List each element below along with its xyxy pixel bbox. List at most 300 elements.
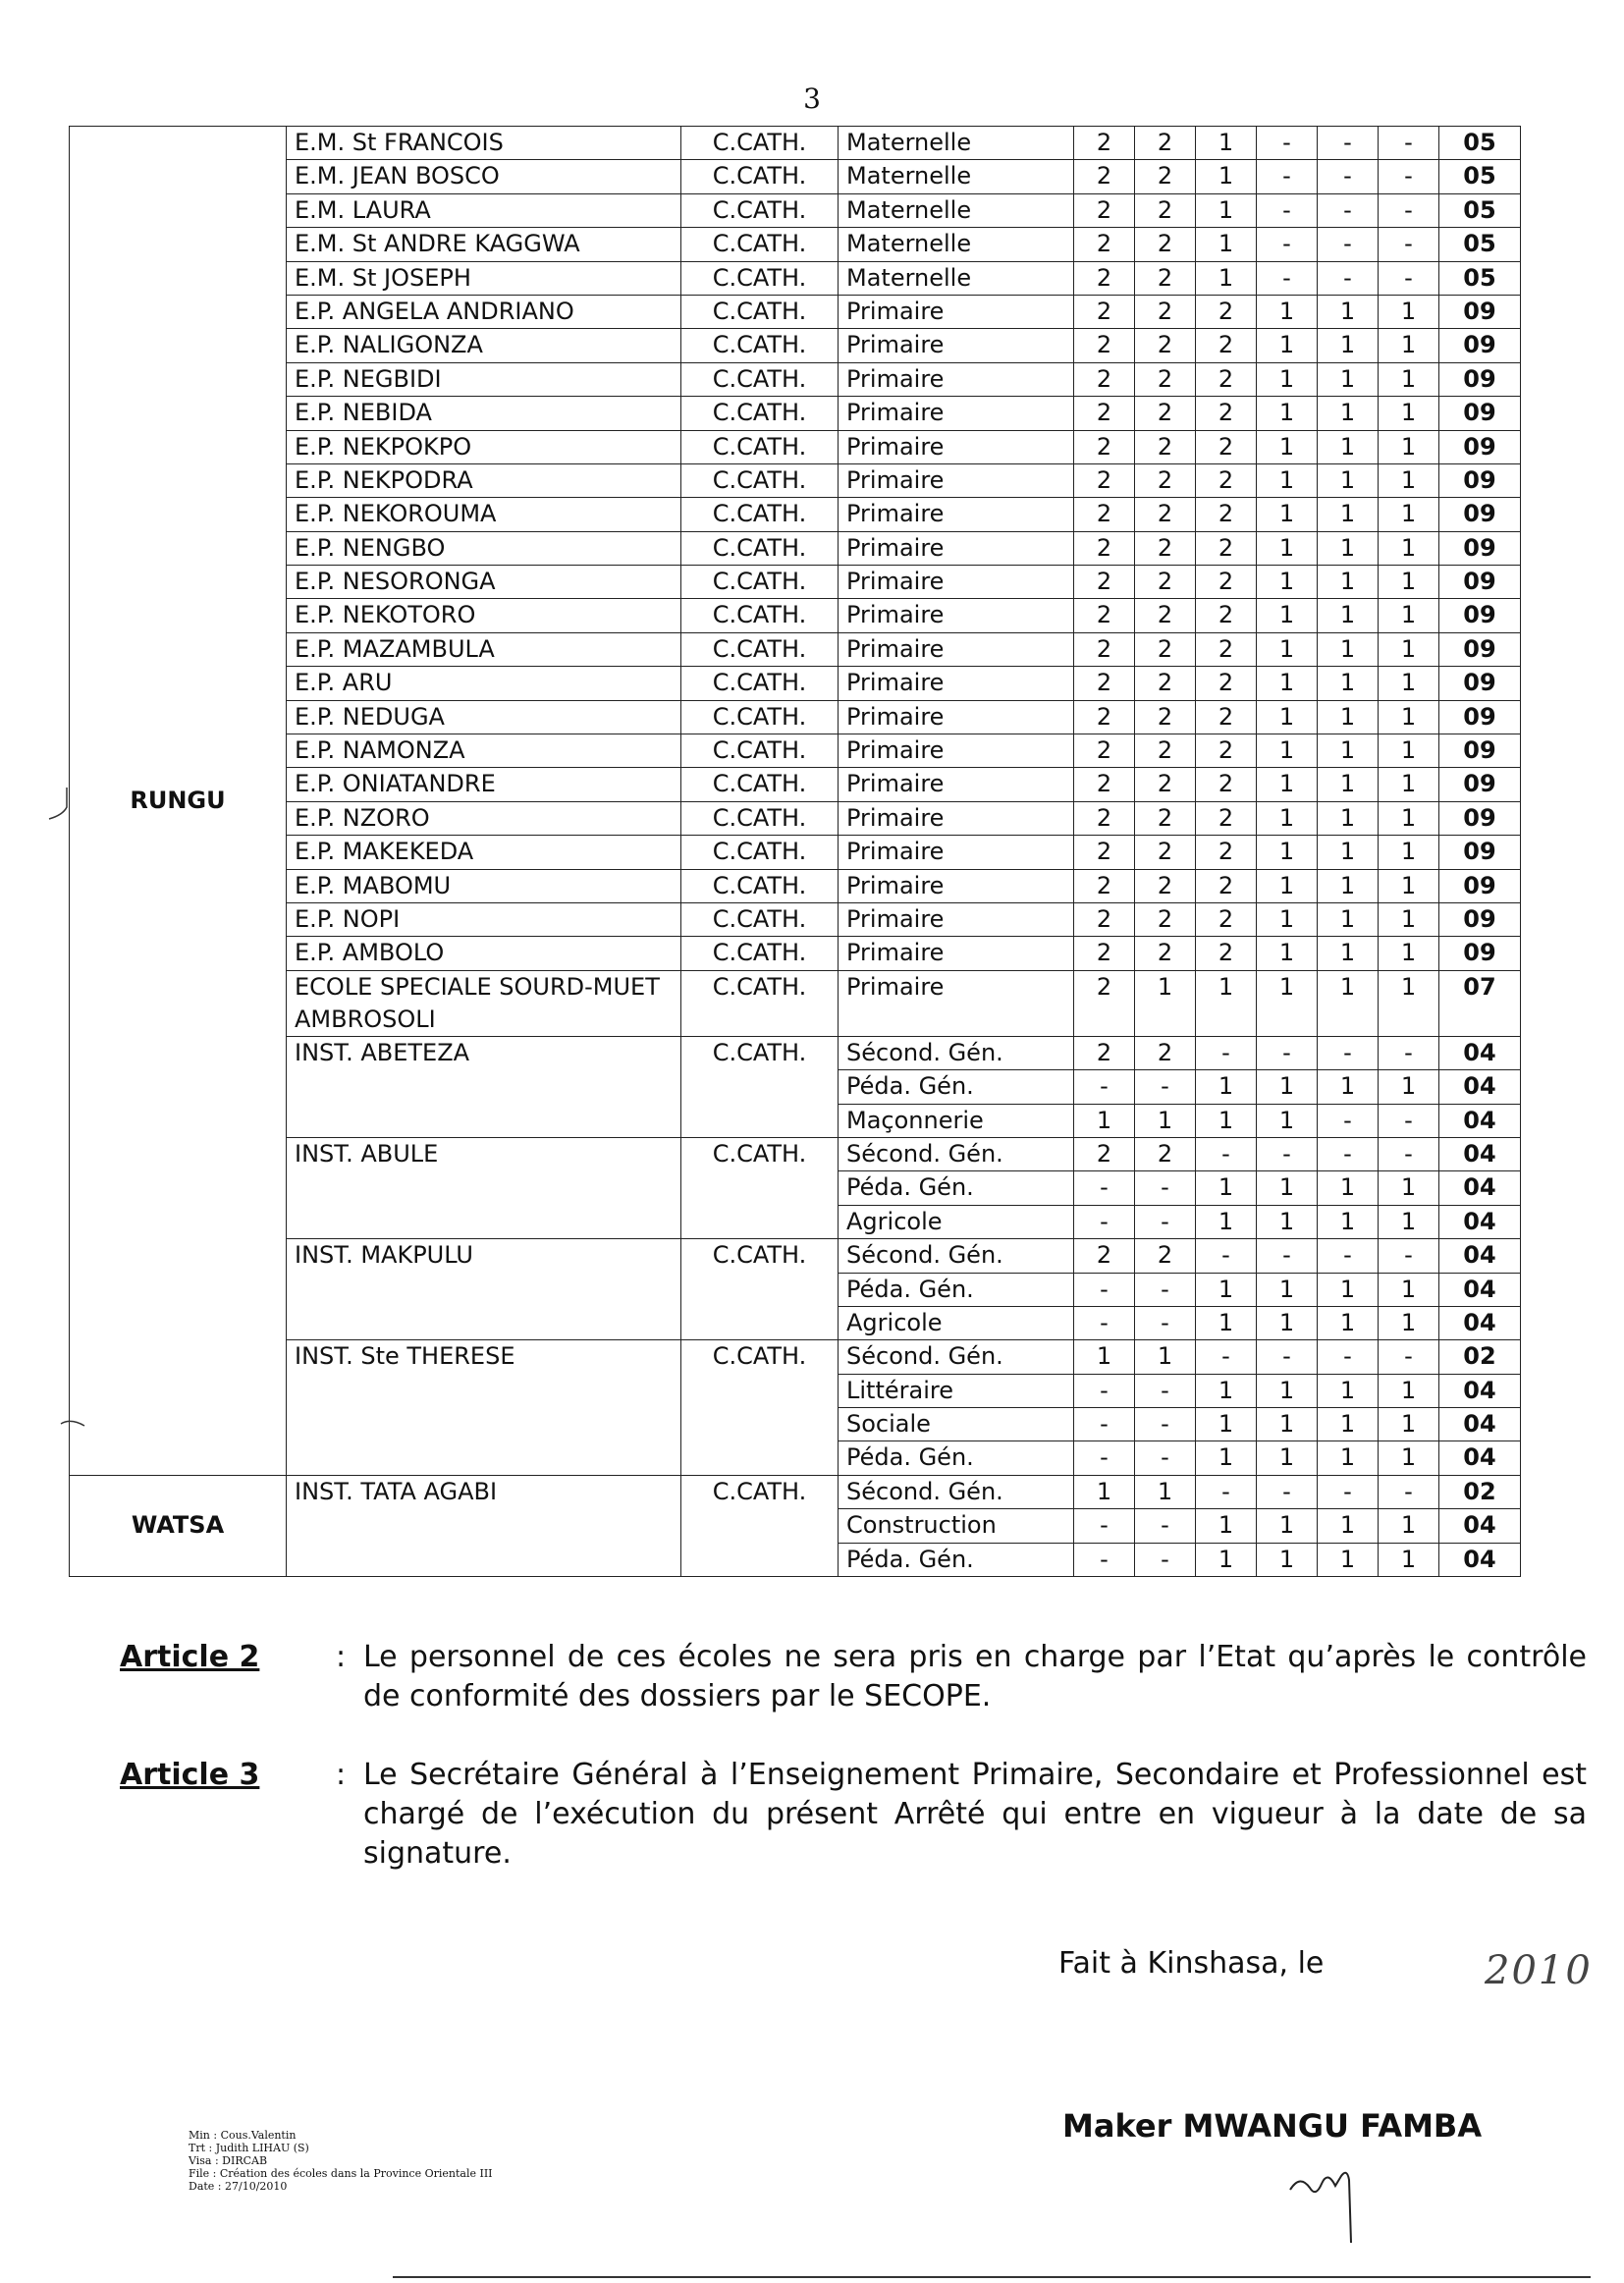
total-cell: 09 [1439,632,1521,666]
class-count-cell: 1 [1257,1171,1318,1205]
bracket-mark-bottom [55,1402,94,1461]
level-cell: Construction [839,1509,1074,1543]
class-count-cell: - [1135,1543,1196,1576]
class-count-cell: - [1074,1306,1135,1339]
level-cell: Primaire [839,768,1074,801]
school-name-cell: E.P. NESORONGA [287,566,681,599]
bracket-mark-top [43,786,82,844]
class-count-cell: 1 [1379,801,1439,835]
class-count-cell: 1 [1257,1306,1318,1339]
class-count-cell: 2 [1196,937,1257,970]
class-count-cell: 2 [1196,836,1257,869]
organization-cell: C.CATH. [681,801,839,835]
class-count-cell: 1 [1379,599,1439,632]
class-count-cell: 2 [1196,566,1257,599]
class-count-cell: - [1257,261,1318,295]
class-count-cell: 2 [1135,127,1196,160]
level-cell: Péda. Gén. [839,1273,1074,1306]
table-row [70,734,1521,768]
article-2-label: Article 2 [120,1640,260,1674]
class-count-cell: 2 [1135,801,1196,835]
article-3 [120,1756,1587,1883]
level-cell: Sécond. Gén. [839,1036,1074,1069]
total-cell: 09 [1439,734,1521,768]
class-count-cell: - [1257,127,1318,160]
class-count-cell: 1 [1257,700,1318,734]
school-name-cell: E.P. ARU [287,667,681,700]
class-count-cell: 1 [1257,869,1318,902]
class-count-cell: 1 [1196,1543,1257,1576]
class-count-cell: 1 [1135,1475,1196,1508]
class-count-cell: 1 [1318,801,1379,835]
level-cell: Primaire [839,632,1074,666]
class-count-cell: 1 [1318,295,1379,328]
class-count-cell: 1 [1257,566,1318,599]
class-count-cell: 1 [1379,836,1439,869]
total-cell: 04 [1439,1543,1521,1576]
table-row [70,1239,1521,1273]
class-count-cell: 2 [1135,869,1196,902]
class-count-cell: 1 [1196,1374,1257,1407]
school-name-cell: ECOLE SPECIALE SOURD-MUET AMBROSOLI [287,970,681,1036]
school-name-cell: E.P. NALIGONZA [287,329,681,362]
organization-cell: C.CATH. [681,566,839,599]
class-count-cell: 2 [1135,667,1196,700]
total-cell: 05 [1439,193,1521,227]
class-count-cell: 1 [1379,1070,1439,1104]
table-row [70,768,1521,801]
class-count-cell: 2 [1074,1137,1135,1170]
class-count-cell: 1 [1379,970,1439,1036]
class-count-cell: 2 [1135,734,1196,768]
level-cell: Sécond. Gén. [839,1137,1074,1170]
class-count-cell: 1 [1196,1408,1257,1441]
school-name-cell: E.M. JEAN BOSCO [287,160,681,193]
class-count-cell: 1 [1318,632,1379,666]
level-cell: Agricole [839,1205,1074,1238]
class-count-cell: 1 [1379,937,1439,970]
class-count-cell: 1 [1196,228,1257,261]
class-count-cell: 2 [1074,902,1135,936]
class-count-cell: - [1074,1205,1135,1238]
class-count-cell: 2 [1135,836,1196,869]
class-count-cell: 1 [1318,1374,1379,1407]
level-cell: Primaire [839,869,1074,902]
level-cell: Primaire [839,463,1074,497]
class-count-cell: 2 [1135,295,1196,328]
class-count-cell: 2 [1135,902,1196,936]
total-cell: 09 [1439,531,1521,565]
total-cell: 09 [1439,362,1521,396]
class-count-cell: 1 [1196,261,1257,295]
class-count-cell: 1 [1318,1070,1379,1104]
school-name-cell: INST. MAKPULU [287,1239,681,1340]
class-count-cell: 2 [1135,228,1196,261]
organization-cell: C.CATH. [681,1036,839,1137]
class-count-cell: 2 [1074,768,1135,801]
total-cell: 04 [1439,1070,1521,1104]
school-name-cell: INST. ABULE [287,1137,681,1238]
class-count-cell: 1 [1135,970,1196,1036]
school-name-cell: INST. Ste THERESE [287,1340,681,1476]
total-cell: 09 [1439,397,1521,430]
table-row [70,193,1521,227]
class-count-cell: 1 [1257,902,1318,936]
class-count-cell: 1 [1196,193,1257,227]
class-count-cell: - [1074,1408,1135,1441]
class-count-cell: 1 [1257,362,1318,396]
class-count-cell: - [1379,1137,1439,1170]
table-row [70,1475,1521,1508]
school-name-cell: E.P. NEKOROUMA [287,498,681,531]
class-count-cell: 1 [1257,295,1318,328]
class-count-cell: 1 [1379,1306,1439,1339]
class-count-cell: - [1135,1374,1196,1407]
class-count-cell: 2 [1135,463,1196,497]
class-count-cell: - [1135,1441,1196,1475]
total-cell: 09 [1439,902,1521,936]
class-count-cell: 1 [1318,362,1379,396]
class-count-cell: - [1257,1475,1318,1508]
class-count-cell: 1 [1257,734,1318,768]
total-cell: 05 [1439,228,1521,261]
class-count-cell: 1 [1379,463,1439,497]
total-cell: 09 [1439,768,1521,801]
total-cell: 09 [1439,869,1521,902]
total-cell: 05 [1439,127,1521,160]
total-cell: 05 [1439,261,1521,295]
class-count-cell: 1 [1196,127,1257,160]
total-cell: 09 [1439,430,1521,463]
level-cell: Agricole [839,1306,1074,1339]
class-count-cell: 1 [1257,768,1318,801]
level-cell: Primaire [839,970,1074,1036]
table-row [70,700,1521,734]
class-count-cell: 1 [1318,1273,1379,1306]
organization-cell: C.CATH. [681,261,839,295]
total-cell: 04 [1439,1441,1521,1475]
level-cell: Maternelle [839,160,1074,193]
class-count-cell: 1 [1379,397,1439,430]
class-count-cell: 2 [1074,531,1135,565]
article-2 [120,1638,1587,1726]
level-cell: Primaire [839,902,1074,936]
class-count-cell: 1 [1257,1070,1318,1104]
table-row [70,902,1521,936]
school-name-cell: E.M. LAURA [287,193,681,227]
table-row [70,362,1521,396]
table-row [70,632,1521,666]
organization-cell: C.CATH. [681,1340,839,1476]
school-name-cell: E.P. NENGBO [287,531,681,565]
total-cell: 09 [1439,937,1521,970]
total-cell: 04 [1439,1171,1521,1205]
organization-cell: C.CATH. [681,193,839,227]
organization-cell: C.CATH. [681,127,839,160]
table-row [70,295,1521,328]
table-row [70,566,1521,599]
article-3-text: Le Secrétaire Général à l’Enseignement Primaire, Secondaire et Professionnel est chargé de l’exécution du présent Arrêté qui entre en vigueur à la date de sa signature. [363,1758,1587,1871]
school-name-cell: E.P. NEKOTORO [287,599,681,632]
class-count-cell: 1 [1196,970,1257,1036]
class-count-cell: 2 [1196,869,1257,902]
class-count-cell: 1 [1318,329,1379,362]
class-count-cell: 1 [1379,1408,1439,1441]
level-cell: Sécond. Gén. [839,1340,1074,1374]
level-cell: Primaire [839,734,1074,768]
level-cell: Sociale [839,1408,1074,1441]
level-cell: Maternelle [839,228,1074,261]
class-count-cell: - [1379,228,1439,261]
organization-cell: C.CATH. [681,667,839,700]
class-count-cell: 2 [1196,599,1257,632]
table-row [70,970,1521,1036]
class-count-cell: - [1318,1036,1379,1069]
table-row [70,531,1521,565]
total-cell: 04 [1439,1374,1521,1407]
class-count-cell: 2 [1135,566,1196,599]
footer-min: Min : Cous.Valentin [189,2129,297,2142]
total-cell: 04 [1439,1306,1521,1339]
class-count-cell: - [1379,1340,1439,1374]
class-count-cell: 2 [1074,836,1135,869]
class-count-cell: 2 [1196,498,1257,531]
class-count-cell: 2 [1074,734,1135,768]
class-count-cell: 1 [1318,1509,1379,1543]
class-count-cell: - [1135,1306,1196,1339]
class-count-cell: - [1074,1441,1135,1475]
total-cell: 04 [1439,1239,1521,1273]
organization-cell: C.CATH. [681,1239,839,1340]
organization-cell: C.CATH. [681,228,839,261]
total-cell: 02 [1439,1475,1521,1508]
school-name-cell: E.P. AMBOLO [287,937,681,970]
class-count-cell: - [1135,1205,1196,1238]
class-count-cell: 2 [1135,700,1196,734]
date-year: 2010 [1485,1948,1593,1993]
total-cell: 04 [1439,1273,1521,1306]
level-cell: Primaire [839,430,1074,463]
class-count-cell: 1 [1379,531,1439,565]
class-count-cell: 2 [1196,531,1257,565]
table-row [70,1137,1521,1170]
class-count-cell: 2 [1135,937,1196,970]
table-row [70,228,1521,261]
class-count-cell: 1 [1318,430,1379,463]
class-count-cell: - [1135,1273,1196,1306]
class-count-cell: 1 [1135,1104,1196,1137]
organization-cell: C.CATH. [681,1475,839,1576]
class-count-cell: 2 [1196,632,1257,666]
class-count-cell: 1 [1196,1205,1257,1238]
class-count-cell: 2 [1074,498,1135,531]
school-name-cell: E.P. MAKEKEDA [287,836,681,869]
class-count-cell: 1 [1379,1543,1439,1576]
organization-cell: C.CATH. [681,700,839,734]
table-row [70,869,1521,902]
table-row [70,801,1521,835]
class-count-cell: - [1257,228,1318,261]
class-count-cell: 1 [1318,902,1379,936]
table-row [70,463,1521,497]
organization-cell: C.CATH. [681,902,839,936]
class-count-cell: 1 [1318,937,1379,970]
class-count-cell: - [1196,1137,1257,1170]
signer-name: Maker MWANGU FAMBA [1062,2107,1483,2145]
class-count-cell: 2 [1196,768,1257,801]
class-count-cell: 2 [1196,329,1257,362]
class-count-cell: - [1379,1475,1439,1508]
organization-cell: C.CATH. [681,632,839,666]
level-cell: Maternelle [839,261,1074,295]
class-count-cell: 2 [1074,632,1135,666]
level-cell: Primaire [839,599,1074,632]
class-count-cell: 2 [1135,531,1196,565]
class-count-cell: - [1379,127,1439,160]
class-count-cell: 1 [1257,1205,1318,1238]
school-name-cell: E.P. NEKPOKPO [287,430,681,463]
class-count-cell: 1 [1257,1104,1318,1137]
level-cell: Péda. Gén. [839,1441,1074,1475]
class-count-cell: 1 [1318,566,1379,599]
organization-cell: C.CATH. [681,430,839,463]
class-count-cell: 1 [1196,1441,1257,1475]
class-count-cell: 1 [1196,160,1257,193]
organization-cell: C.CATH. [681,599,839,632]
total-cell: 04 [1439,1408,1521,1441]
class-count-cell: 1 [1257,498,1318,531]
table-row [70,127,1521,160]
class-count-cell: 1 [1257,430,1318,463]
level-cell: Primaire [839,667,1074,700]
class-count-cell: 2 [1074,667,1135,700]
level-cell: Sécond. Gén. [839,1239,1074,1273]
class-count-cell: 1 [1257,937,1318,970]
total-cell: 04 [1439,1205,1521,1238]
class-count-cell: - [1318,261,1379,295]
table-row [70,160,1521,193]
class-count-cell: - [1135,1408,1196,1441]
footer-trt: Trt : Judith LIHAU (S) [189,2142,309,2154]
class-count-cell: 2 [1135,430,1196,463]
class-count-cell: - [1318,1239,1379,1273]
place-date: Fait à Kinshasa, le [1058,1946,1325,1981]
level-cell: Primaire [839,362,1074,396]
class-count-cell: 2 [1074,261,1135,295]
class-count-cell: - [1074,1509,1135,1543]
level-cell: Maternelle [839,127,1074,160]
class-count-cell: 1 [1074,1104,1135,1137]
class-count-cell: - [1318,1137,1379,1170]
level-cell: Primaire [839,295,1074,328]
level-cell: Maternelle [839,193,1074,227]
class-count-cell: 2 [1135,1036,1196,1069]
class-count-cell: 1 [1379,566,1439,599]
class-count-cell: 2 [1074,566,1135,599]
class-count-cell: 1 [1318,700,1379,734]
level-cell: Primaire [839,531,1074,565]
school-name-cell: E.P. NEDUGA [287,700,681,734]
class-count-cell: 2 [1074,228,1135,261]
class-count-cell: - [1379,1104,1439,1137]
level-cell: Maçonnerie [839,1104,1074,1137]
class-count-cell: 1 [1379,430,1439,463]
class-count-cell: 1 [1379,1509,1439,1543]
footer-date: Date : 27/10/2010 [189,2180,288,2193]
class-count-cell: 2 [1074,700,1135,734]
organization-cell: C.CATH. [681,734,839,768]
class-count-cell: 1 [1257,397,1318,430]
total-cell: 04 [1439,1137,1521,1170]
class-count-cell: 1 [1379,1205,1439,1238]
class-count-cell: 1 [1318,869,1379,902]
class-count-cell: 1 [1379,329,1439,362]
class-count-cell: 2 [1196,734,1257,768]
schools-table [69,126,1521,1577]
class-count-cell: 1 [1196,1070,1257,1104]
level-cell: Péda. Gén. [839,1070,1074,1104]
class-count-cell: - [1196,1036,1257,1069]
total-cell: 09 [1439,329,1521,362]
class-count-cell: - [1318,1475,1379,1508]
class-count-cell: 2 [1074,1036,1135,1069]
class-count-cell: 1 [1318,463,1379,497]
class-count-cell: 2 [1074,970,1135,1036]
class-count-cell: 1 [1379,498,1439,531]
table-row [70,937,1521,970]
article-3-label: Article 3 [120,1758,260,1792]
class-count-cell: 1 [1318,498,1379,531]
class-count-cell: - [1379,1239,1439,1273]
territory-cell: RUNGU [70,127,287,1476]
class-count-cell: 1 [1318,1171,1379,1205]
class-count-cell: 2 [1135,498,1196,531]
school-name-cell: E.M. St ANDRE KAGGWA [287,228,681,261]
table-row [70,836,1521,869]
class-count-cell: - [1074,1070,1135,1104]
class-count-cell: - [1257,1239,1318,1273]
table-row [70,430,1521,463]
school-name-cell: INST. ABETEZA [287,1036,681,1137]
class-count-cell: 1 [1196,1104,1257,1137]
school-name-cell: E.P. NEKPODRA [287,463,681,497]
level-cell: Sécond. Gén. [839,1475,1074,1508]
class-count-cell: 2 [1196,700,1257,734]
total-cell: 07 [1439,970,1521,1036]
level-cell: Péda. Gén. [839,1543,1074,1576]
organization-cell: C.CATH. [681,329,839,362]
class-count-cell: 1 [1074,1475,1135,1508]
class-count-cell: 1 [1379,869,1439,902]
class-count-cell: 1 [1318,836,1379,869]
class-count-cell: 1 [1257,1441,1318,1475]
table-row [70,261,1521,295]
organization-cell: C.CATH. [681,498,839,531]
class-count-cell: - [1379,193,1439,227]
organization-cell: C.CATH. [681,160,839,193]
class-count-cell: 2 [1074,127,1135,160]
class-count-cell: 1 [1379,768,1439,801]
class-count-cell: 2 [1074,463,1135,497]
class-count-cell: 1 [1257,1509,1318,1543]
organization-cell: C.CATH. [681,836,839,869]
table-row [70,599,1521,632]
school-name-cell: INST. TATA AGABI [287,1475,681,1576]
footer-meta [189,2129,493,2193]
footer-visa: Visa : DIRCAB [189,2154,268,2167]
organization-cell: C.CATH. [681,937,839,970]
class-count-cell: 2 [1135,193,1196,227]
